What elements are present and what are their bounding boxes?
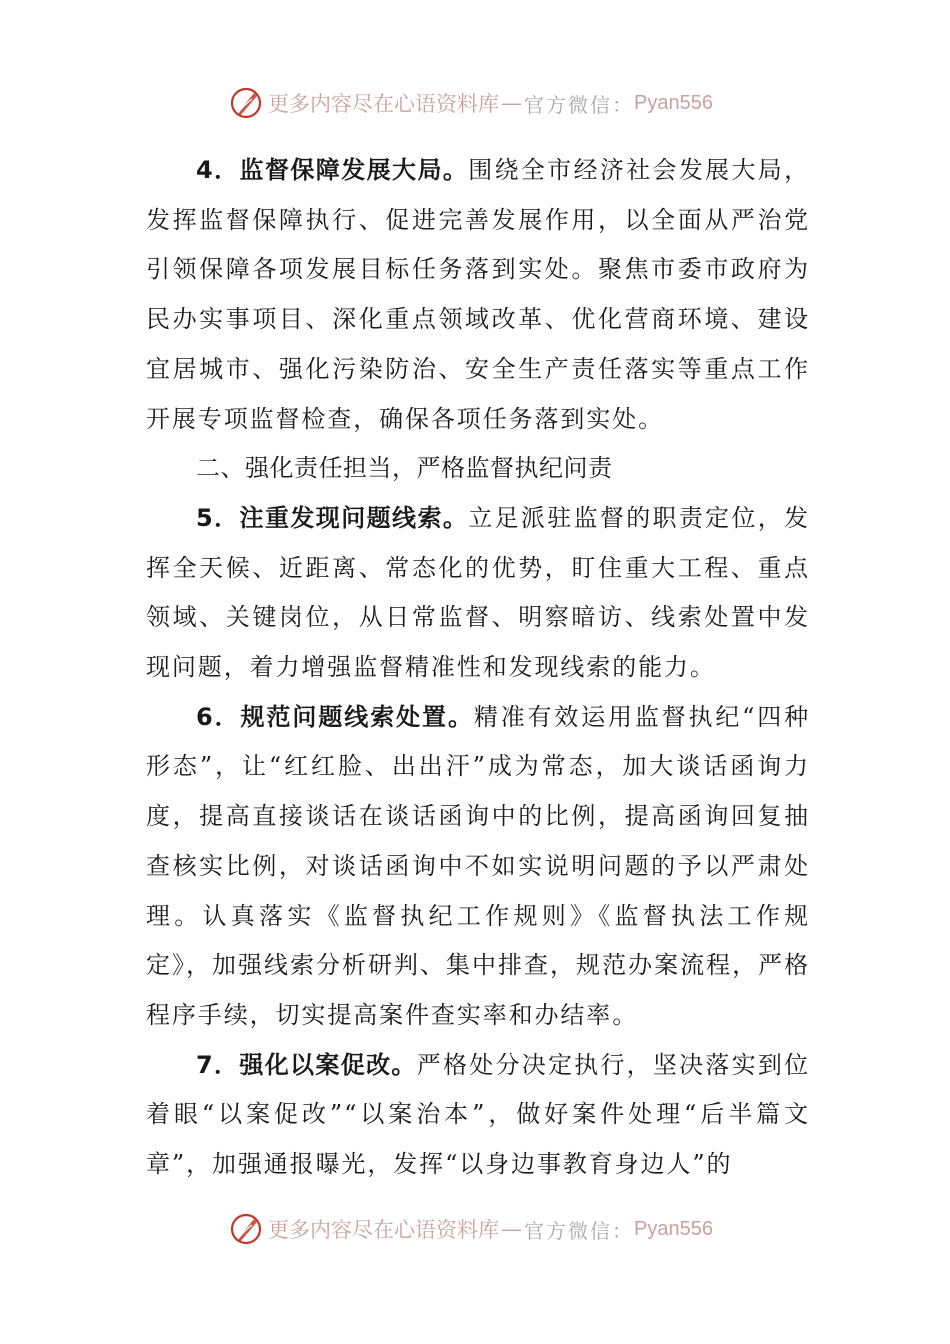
- paragraph-item-4: [146, 146, 810, 444]
- item-5-lead: 5．注重发现问题线索。: [196, 503, 469, 532]
- watermark-wechat-id: Pyan556: [634, 91, 713, 114]
- paragraph-item-5: [146, 494, 810, 693]
- watermark-site-text: 更多内容尽在心语资料库: [268, 1218, 499, 1242]
- quill-logo-icon: [228, 1211, 264, 1247]
- item-6-text: 精准有效运用监督执纪“四种形态”，让“红红脸、出出汗”成为常态，加大谈话函询力度，提高直接谈话在谈话函询中的比例，提高函询回复抽查核实比例，对谈话函询中不如实说明问题的予以严肃处理。认真落实《监督执纪工作规则》《监督执法工作规定》，加强线索分析研判、集中排查，规范办案流程，严格程序手续，切实提高案件查实率和办结率。: [146, 702, 811, 1029]
- watermark-separator: —: [501, 91, 522, 115]
- watermark-wechat-id: Pyan556: [634, 1217, 713, 1240]
- watermark-separator: —: [501, 1217, 522, 1241]
- watermark-wechat-label: 官方微信：: [524, 92, 634, 117]
- item-4-text: 围绕全市经济社会发展大局，发挥监督保障执行、促进完善发展作用，以全面从严治党引领保障各项发展目标任务落到实处。聚焦市委市政府为民办实事项目、深化重点领域改革、优化营商环境、建设宜居城市、强化污染防治、安全生产责任落实等重点工作开展专项监督检查，确保各项任务落到实处。: [146, 156, 811, 433]
- document-body: [146, 146, 810, 1190]
- watermark-site-text: 更多内容尽在心语资料库: [268, 92, 499, 116]
- item-7-text: 严格处分决定执行，坚决落实到位着眼“以案促改”“以案治本”，做好案件处理“后半篇文章”，加强通报曝光，发挥“以身边事教育身边人”的: [146, 1050, 810, 1179]
- paragraph-item-6: [146, 693, 810, 1041]
- watermark-banner-bottom: [228, 1209, 713, 1249]
- paragraph-item-7: [146, 1041, 810, 1190]
- item-5-text: 立足派驻监督的职责定位，发挥全天候、近距离、常态化的优势，盯住重大工程、重点领域、关键岗位，从日常监督、明察暗访、线索处置中发现问题，着力增强监督精准性和发现线索的能力。: [146, 503, 811, 682]
- item-4-lead: 4．监督保障发展大局。: [196, 156, 469, 184]
- watermark-wechat-label: 官方微信：: [524, 1218, 634, 1243]
- item-6-lead: 6．规范问题线索处置。: [196, 702, 474, 731]
- watermark-banner-top: [228, 83, 713, 123]
- section-2-heading: 二、强化责任担当，严格监督执纪问责: [196, 454, 613, 483]
- item-7-lead: 7．强化以案促改。: [196, 1050, 417, 1079]
- quill-logo-icon: [228, 85, 264, 121]
